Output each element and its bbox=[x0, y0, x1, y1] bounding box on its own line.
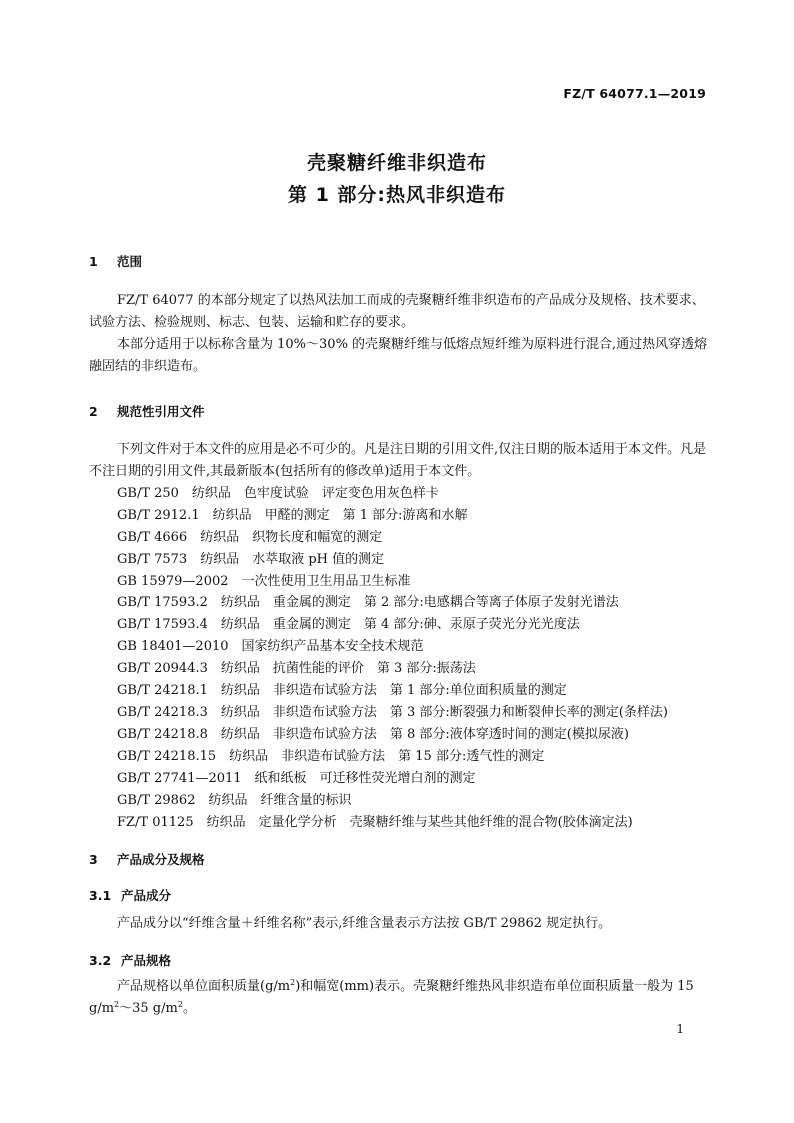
reference-item: GB 18401—2010 国家纺织产品基本安全技术规范 bbox=[117, 639, 424, 654]
reference-item: GB/T 250 纺织品 色牢度试验 评定变色用灰色样卡 bbox=[117, 486, 439, 501]
standard-code: FZ/T 64077.1—2019 bbox=[563, 86, 706, 101]
subsection-heading-composition bbox=[89, 886, 171, 904]
section-number: 3 bbox=[89, 852, 98, 867]
references-intro bbox=[89, 439, 709, 483]
specification-paragraph bbox=[89, 976, 709, 1020]
scope-paragraph-1 bbox=[89, 290, 709, 334]
reference-item: GB/T 27741—2011 纸和纸板 可迁移性荧光增白剂的测定 bbox=[117, 771, 476, 786]
paragraph-text: 本部分适用于以标称含量为 10%～30% 的壳聚糖纤维与低熔点短纤维为原料进行混合,通过热风穿透熔融固结的非织造布。 bbox=[89, 337, 708, 374]
paragraph-text: 产品成分以“纤维含量＋纤维名称”表示,纤维含量表示方法按 GB/T 29862 规定执行。 bbox=[117, 916, 612, 931]
paragraph-text: 。 bbox=[182, 1001, 196, 1016]
subsection-number: 3.1 bbox=[89, 888, 112, 903]
section-number: 1 bbox=[89, 254, 98, 269]
reference-item: GB/T 2912.1 纺织品 甲醛的测定 第 1 部分:游离和水解 bbox=[117, 508, 468, 523]
section-number: 2 bbox=[89, 404, 98, 419]
page-number: 1 bbox=[676, 1022, 684, 1036]
document-subtitle: 第 1 部分:热风非织造布 bbox=[287, 184, 507, 206]
section-heading-scope bbox=[89, 252, 142, 270]
paragraph-text: )和幅宽(mm)表示。壳聚糖纤维热风非织造布单位面积质量一般为 15 g/m bbox=[89, 979, 694, 1016]
subsection-number: 3.2 bbox=[89, 953, 112, 968]
section-title: 范围 bbox=[117, 254, 143, 269]
document-title: 壳聚糖纤维非织造布 bbox=[306, 152, 487, 174]
reference-item: GB/T 24218.15 纺织品 非织造布试验方法 第 15 部分:透气性的测定 bbox=[117, 749, 545, 764]
section-title: 产品成分及规格 bbox=[117, 852, 205, 867]
paragraph-text: ～35 g/m bbox=[119, 1001, 178, 1016]
paragraph-text: FZ/T 64077 的本部分规定了以热风法加工而成的壳聚糖纤维非织造布的产品成分及规格、技术要求、试验方法、检验规则、标志、包装、运输和贮存的要求。 bbox=[89, 293, 705, 330]
reference-item: GB/T 17593.4 纺织品 重金属的测定 第 4 部分:砷、汞原子荧光分光光度法 bbox=[117, 617, 580, 632]
paragraph-text: 产品规格以单位面积质量(g/m bbox=[117, 979, 291, 994]
reference-item: GB/T 24218.8 纺织品 非织造布试验方法 第 8 部分:液体穿透时间的测定(模拟尿液) bbox=[117, 727, 629, 742]
section-title: 规范性引用文件 bbox=[117, 404, 205, 419]
composition-paragraph bbox=[89, 913, 709, 935]
reference-item: GB/T 20944.3 纺织品 抗菌性能的评价 第 3 部分:振荡法 bbox=[117, 661, 476, 676]
reference-item: GB/T 7573 纺织品 水萃取液 pH 值的测定 bbox=[117, 552, 385, 567]
reference-item: GB/T 4666 纺织品 织物长度和幅宽的测定 bbox=[117, 530, 383, 545]
reference-item: FZ/T 01125 纺织品 定量化学分析 壳聚糖纤维与某些其他纤维的混合物(胶体滴定法) bbox=[117, 815, 633, 830]
subsection-title: 产品规格 bbox=[121, 953, 172, 968]
reference-item: GB 15979—2002 一次性使用卫生用品卫生标准 bbox=[117, 574, 411, 589]
superscript: 2 bbox=[177, 1000, 183, 1009]
reference-item: GB/T 24218.1 纺织品 非织造布试验方法 第 1 部分:单位面积质量的测定 bbox=[117, 683, 567, 698]
superscript: 2 bbox=[290, 978, 296, 987]
reference-item: GB/T 24218.3 纺织品 非织造布试验方法 第 3 部分:断裂强力和断裂伸长率的测定(条样法) bbox=[117, 705, 668, 720]
paragraph-text: 下列文件对于本文件的应用是必不可少的。凡是注日期的引用文件,仅注日期的版本适用于本文件。凡是不注日期的引用文件,其最新版本(包括所有的修改单)适用于本文件。 bbox=[89, 442, 707, 479]
section-heading-composition bbox=[89, 850, 205, 868]
superscript: 2 bbox=[114, 1000, 120, 1009]
reference-item: GB/T 29862 纺织品 纤维含量的标识 bbox=[117, 793, 352, 808]
subsection-title: 产品成分 bbox=[121, 888, 172, 903]
subsection-heading-specification bbox=[89, 951, 171, 969]
reference-item: GB/T 17593.2 纺织品 重金属的测定 第 2 部分:电感耦合等离子体原子发射光谱法 bbox=[117, 595, 619, 610]
scope-paragraph-2 bbox=[89, 334, 709, 378]
section-heading-normative-references bbox=[89, 402, 205, 420]
